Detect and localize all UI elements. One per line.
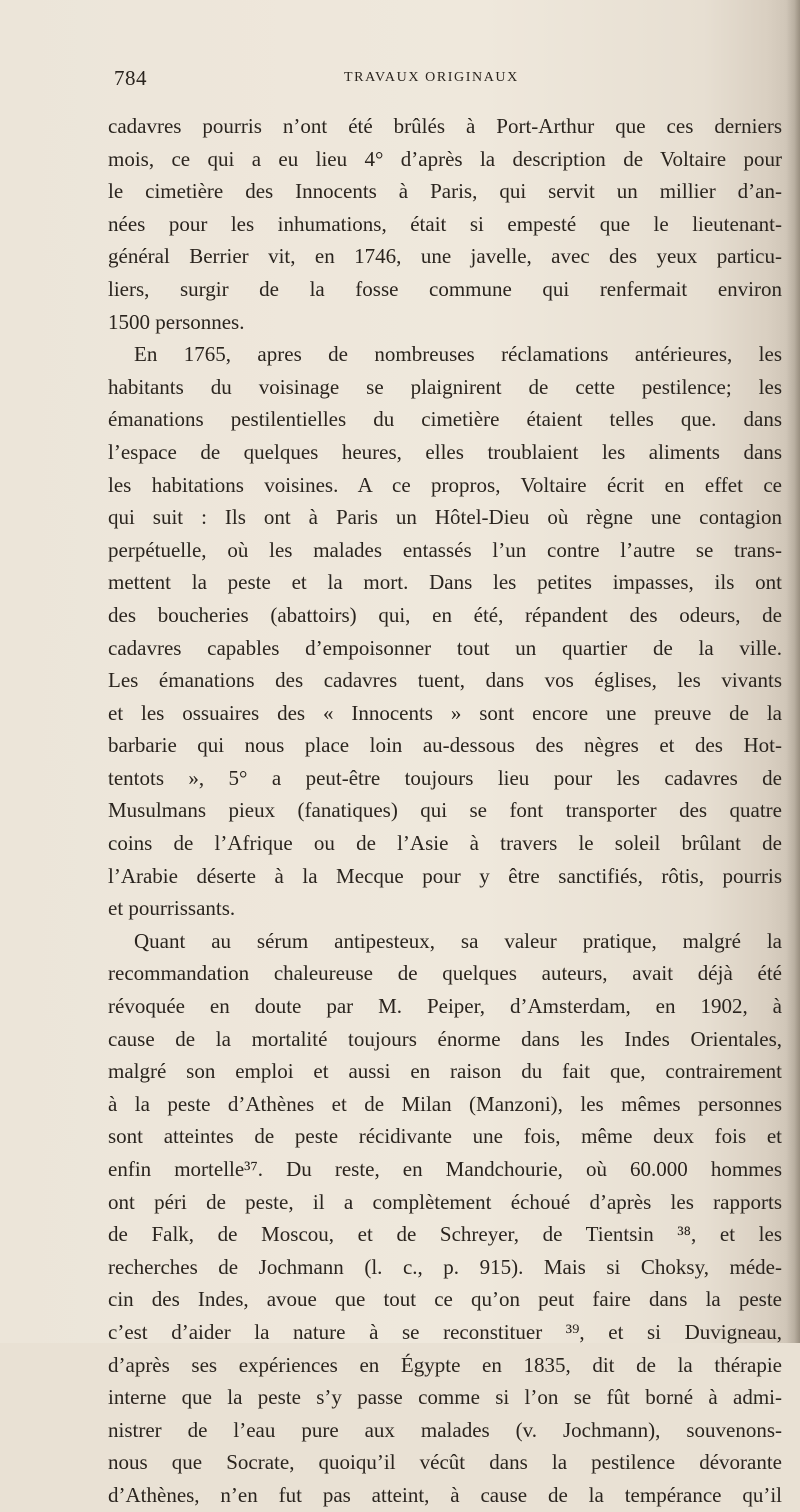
text-line: liers, surgir de la fosse commune qui renfermait environ: [108, 276, 782, 301]
text-line: barbarie qui nous place loin au-dessous des nègres et des Hot-: [108, 733, 782, 758]
text-line: 1500 personnes.: [108, 309, 245, 334]
text-line: révoquée en doute par M. Peiper, d’Amsterdam, en 1902, à: [108, 994, 782, 1019]
page-number: 784: [114, 66, 147, 90]
page-edge-shadow: [786, 0, 800, 1343]
text-line: à la peste d’Athènes et de Milan (Manzoni), les mêmes personnes: [108, 1091, 782, 1116]
text-line: d’Athènes, n’en fut pas atteint, à cause de la tempérance qu’il: [108, 1482, 782, 1507]
text-line: tentots », 5° a peut-être toujours lieu pour les cadavres de: [108, 765, 782, 790]
body-text: [108, 110, 782, 1512]
text-line: cause de la mortalité toujours énorme dans les Indes Orientales,: [108, 1026, 782, 1051]
text-line: et pourrissants.: [108, 896, 236, 921]
text-line: interne que la peste s’y passe comme si l’on se fût borné à admi-: [108, 1385, 782, 1410]
text-line: et les ossuaires des « Innocents » sont encore une preuve de la: [108, 700, 782, 725]
text-line: coins de l’Afrique ou de l’Asie à travers le soleil brûlant de: [108, 831, 782, 856]
running-title: TRAVAUX ORIGINAUX: [344, 70, 519, 85]
text-line: enfin mortelle³⁷. Du reste, en Mandchourie, où 60.000 hommes: [108, 1157, 782, 1181]
text-line: Les émanations des cadavres tuent, dans vos églises, les vivants: [108, 668, 782, 693]
text-line: ont péri de peste, il a complètement échoué d’après les rapports: [108, 1189, 782, 1214]
text-line: général Berrier vit, en 1746, une javelle, avec des yeux particu-: [108, 244, 782, 269]
text-line: les habitations voisines. A ce propros, Voltaire écrit en effet ce: [108, 472, 782, 497]
text-line: cin des Indes, avoue que tout ce qu’on peut faire dans la peste: [108, 1287, 782, 1312]
text-line: nistrer de l’eau pure aux malades (v. Jochmann), souvenons-: [108, 1417, 782, 1442]
text-line: Quant au sérum antipesteux, sa valeur pratique, malgré la: [134, 928, 782, 953]
text-line: des boucheries (abattoirs) qui, en été, répandent des odeurs, de: [108, 602, 782, 627]
text-line: mettent la peste et la mort. Dans les petites impasses, ils ont: [108, 570, 782, 595]
text-line: sont atteintes de peste récidivante une fois, même deux fois et: [108, 1124, 782, 1149]
text-line: cadavres capables d’empoisonner tout un quartier de la ville.: [108, 635, 782, 660]
text-line: de Falk, de Moscou, et de Schreyer, de Tientsin ³⁸, et les: [108, 1222, 782, 1247]
text-line: c’est d’aider la nature à se reconstituer ³⁹, et si Duvigneau,: [108, 1319, 782, 1344]
text-line: le cimetière des Innocents à Paris, qui servit un millier d’an-: [108, 179, 782, 204]
text-line: nées pour les inhumations, était si empesté que le lieutenant-: [108, 211, 782, 236]
text-line: malgré son emploi et aussi en raison du fait que, contrairement: [108, 1059, 782, 1084]
text-line: perpétuelle, où les malades entassés l’un contre l’autre se trans-: [108, 537, 782, 562]
page-header: [114, 66, 784, 96]
text-line: En 1765, apres de nombreuses réclamations antérieures, les: [134, 342, 782, 367]
text-line: émanations pestilentielles du cimetière étaient telles que. dans: [108, 407, 782, 432]
text-line: habitants du voisinage se plaignirent de cette pestilence; les: [108, 374, 782, 399]
text-line: qui suit : Ils ont à Paris un Hôtel-Dieu où règne une contagion: [108, 505, 782, 530]
text-line: d’après ses expériences en Égypte en 1835, dit de la thérapie: [108, 1352, 782, 1377]
text-line: recherches de Jochmann (l. c., p. 915). Mais si Choksy, méde-: [108, 1254, 782, 1279]
text-line: mois, ce qui a eu lieu 4° d’après la description de Voltaire pour: [108, 146, 782, 171]
text-line: cadavres pourris n’ont été brûlés à Port-Arthur que ces derniers: [108, 114, 782, 138]
text-line: nous que Socrate, quoiqu’il vécût dans la pestilence dévorante: [108, 1450, 782, 1475]
text-line: Musulmans pieux (fanatiques) qui se font transporter des quatre: [108, 798, 782, 823]
text-line: l’espace de quelques heures, elles troublaient les aliments dans: [108, 439, 782, 464]
text-line: recommandation chaleureuse de quelques auteurs, avait déjà été: [108, 961, 782, 986]
text-line: l’Arabie déserte à la Mecque pour y être sanctifiés, rôtis, pourris: [108, 863, 782, 888]
